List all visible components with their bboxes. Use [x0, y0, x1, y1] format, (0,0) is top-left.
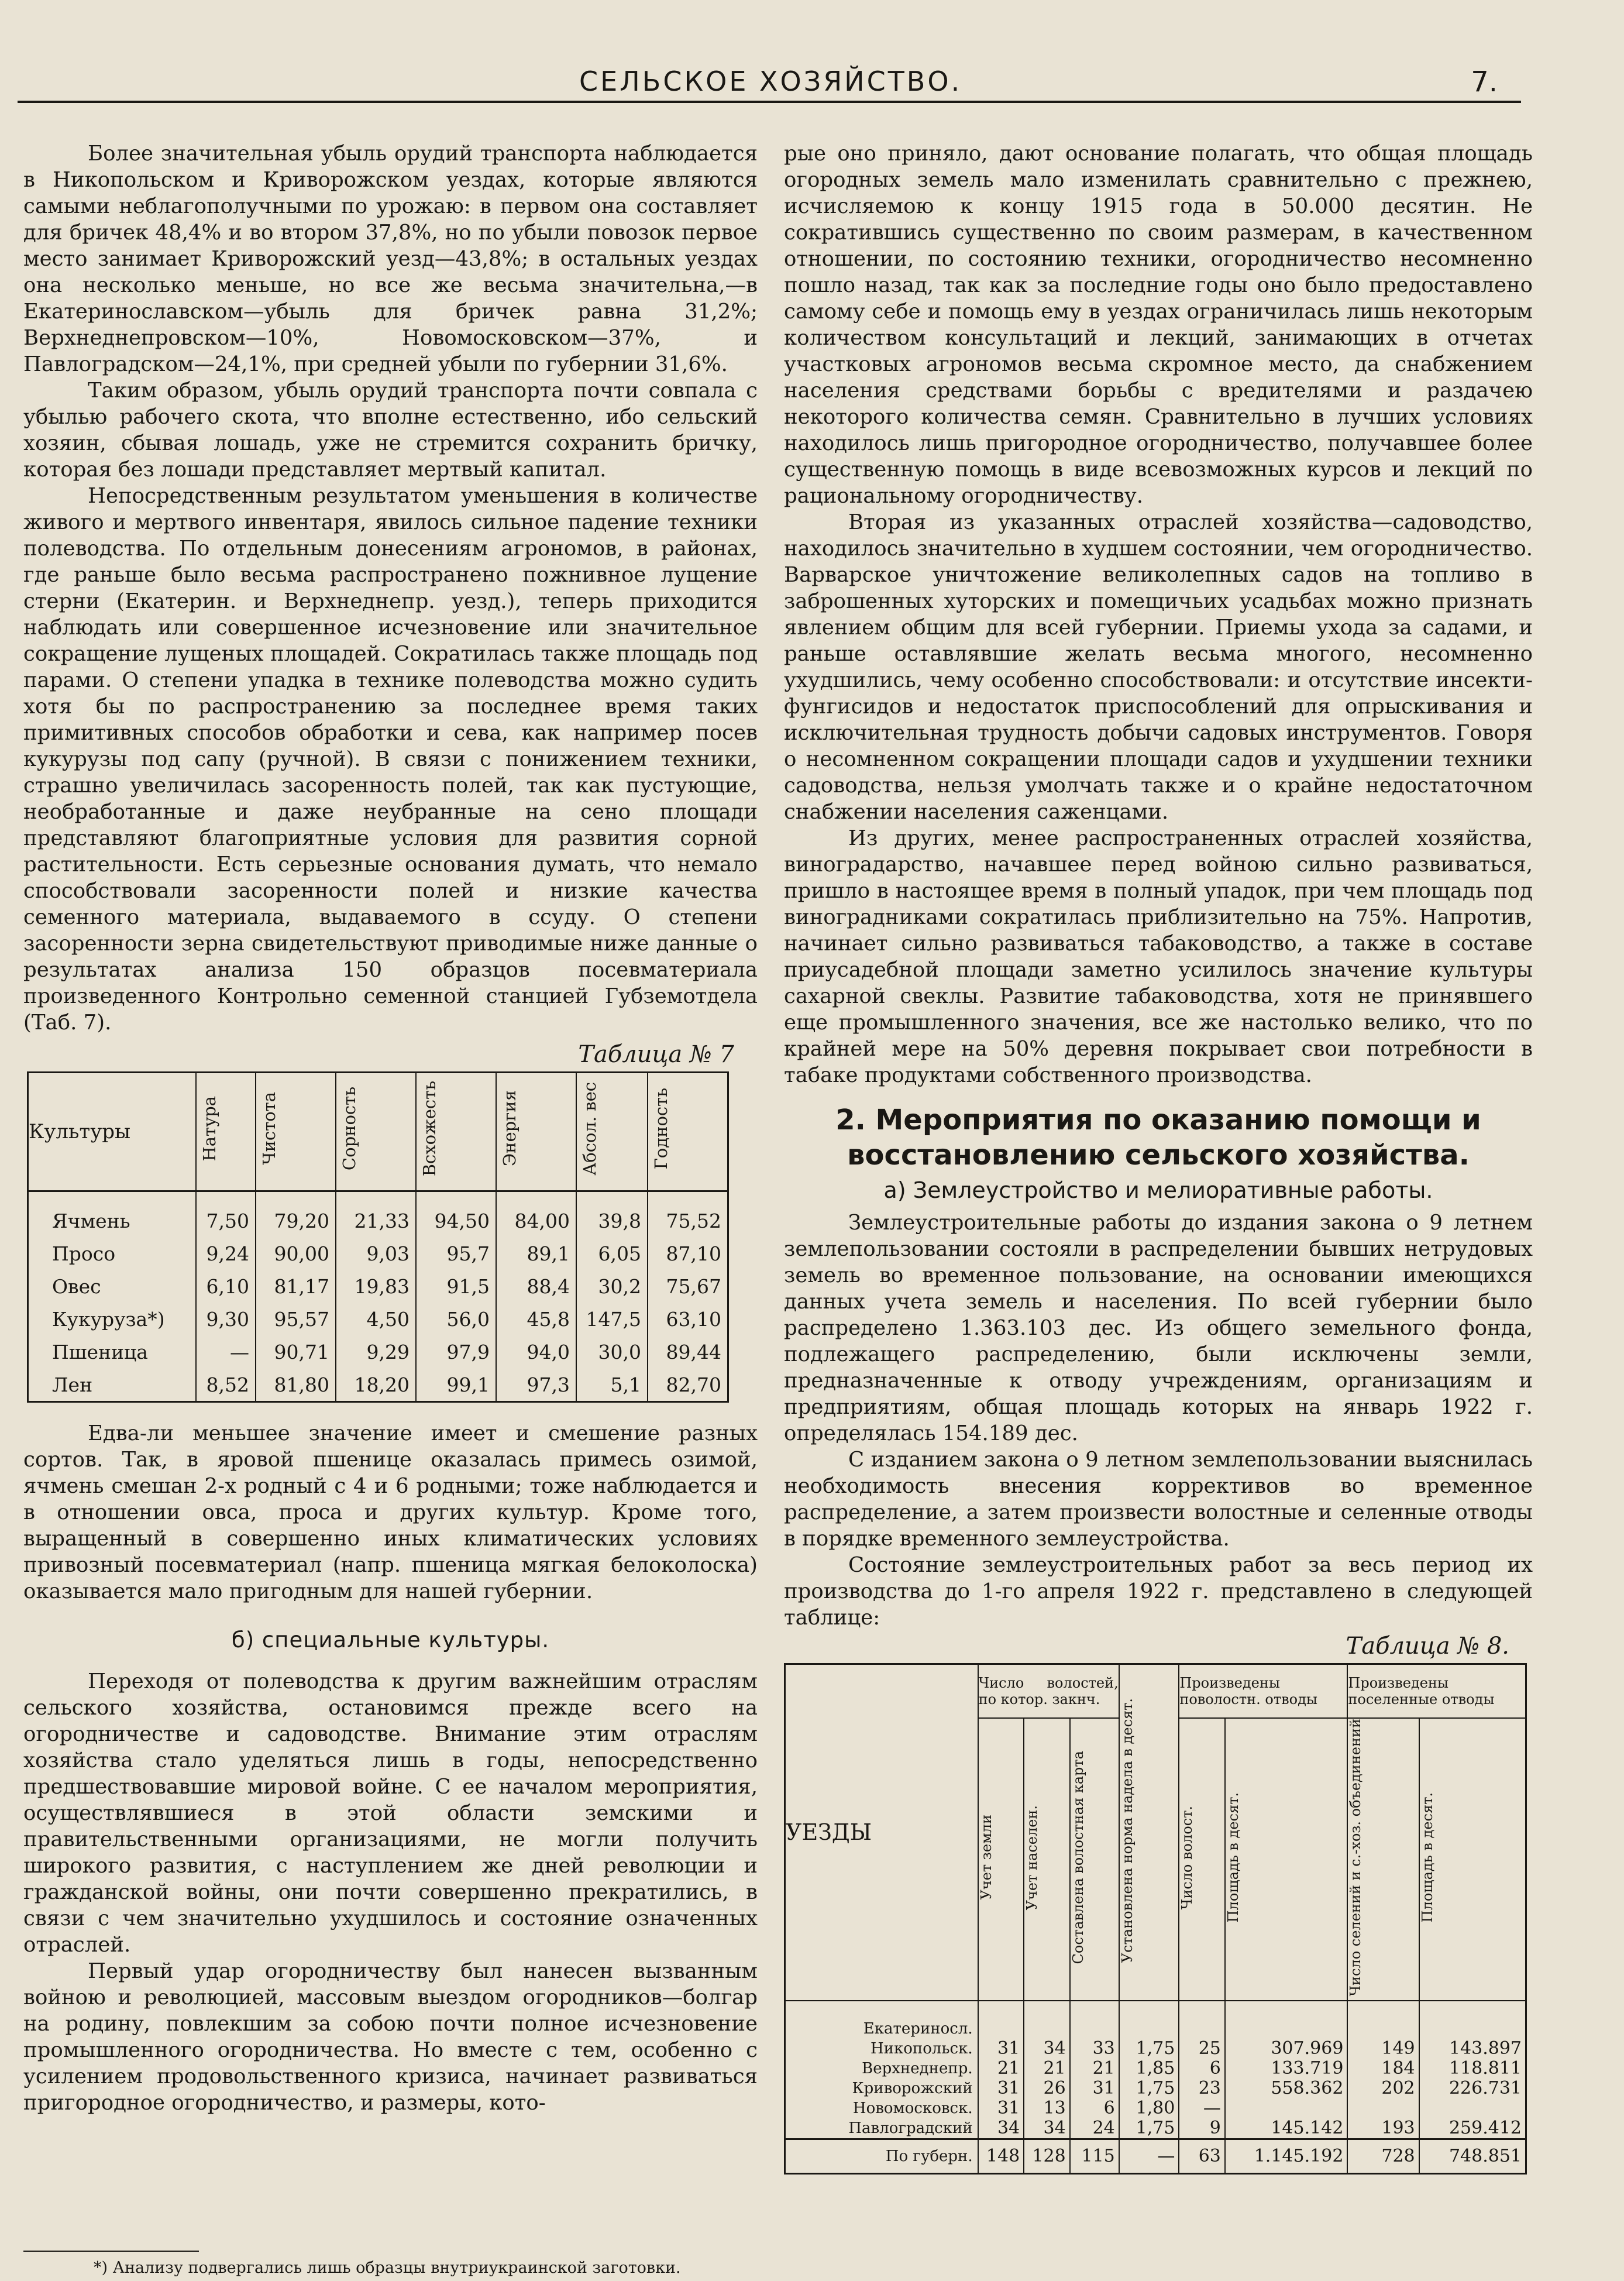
table-cell: 34	[1024, 2118, 1070, 2139]
table-cell: 13	[1024, 2098, 1070, 2118]
table-cell: 145.142	[1225, 2118, 1348, 2139]
header-cell: Учет земли	[978, 1815, 995, 1901]
table-cell: 89,44	[648, 1335, 728, 1368]
table-cell: 75,67	[648, 1270, 728, 1303]
left-column	[23, 140, 758, 2116]
header-cell: Число селений и с.-хоз. объединений	[1347, 1719, 1364, 1997]
subheading-land-management: а) Землеустройство и мелиоративные работы.	[883, 1177, 1433, 1203]
table-cell: 6,10	[196, 1270, 256, 1303]
table-cell: 26	[1024, 2079, 1070, 2098]
table-cell: 728	[1347, 2139, 1419, 2173]
table-cell: 259.412	[1419, 2118, 1526, 2139]
table-row	[28, 1368, 728, 1402]
table-cell: 24	[1070, 2118, 1119, 2139]
table-cell: 89,1	[496, 1237, 576, 1270]
table-cell: Кукуруза*)	[52, 1307, 165, 1331]
table-cell: 9	[1179, 2118, 1225, 2139]
paragraph: Первый удар огородничеству был нанесен вызванным войною и революцией, массовым выездом огородников—болгар на родину, повлекшим за собою почти полное исчезновение промышленного огородничества. Но вместе с тем, особенно с усилением продовольственного кризиса, начинает развиваться пригородное огородничество, и размеры, кото-	[23, 1959, 758, 2115]
table-cell: 1.145.192	[1225, 2139, 1348, 2173]
header-cell: Натура	[199, 1095, 219, 1162]
table-cell: 81,17	[256, 1270, 336, 1303]
right-column	[784, 140, 1533, 2174]
header-group: Число волостей, по котор. закнч.	[978, 1664, 1119, 1719]
table-row	[28, 1191, 728, 1238]
table-cell	[1024, 2001, 1070, 2039]
table-cell: Лен	[52, 1373, 93, 1396]
table-cell: 21	[1070, 2059, 1119, 2079]
table-cell: 99,1	[416, 1368, 496, 1402]
header-cell: Площадь в десят.	[1419, 1792, 1436, 1923]
table-cell: 30,0	[576, 1335, 648, 1368]
table-cell	[1179, 2001, 1225, 2039]
subheading-special-crops: б) специальные культуры.	[231, 1627, 550, 1653]
table-cell: 31	[978, 2039, 1024, 2059]
table-cell: 307.969	[1225, 2039, 1348, 2059]
table-cell: 25	[1179, 2039, 1225, 2059]
table-cell: 39,8	[576, 1191, 648, 1238]
table-cell: 1,75	[1119, 2118, 1179, 2139]
paragraph: Землеустроительные работы до издания закона о 9 летнем землепользовании состояли в распределении бывших нетрудовых земель во временное пользование, на основании имеющихся данных учета земель и населения. По всей губернии было распределено 1.363.103 дес. Из общего земельного фонда, подлежащего распределению, были исключены земли, предназначенные к отводу учреждениям, организациям и предприятиям, общая площадь которых на январь 1922 г. определялась 154.189 дес.	[784, 1211, 1533, 1445]
table-cell	[1225, 2001, 1348, 2039]
table-cell: —	[1119, 2139, 1179, 2173]
table-cell: 84,00	[496, 1191, 576, 1238]
table-cell: По губерн.	[785, 2139, 978, 2173]
table-cell: 7,50	[196, 1191, 256, 1238]
table-cell: 8,52	[196, 1368, 256, 1402]
header-cell: Годность	[651, 1087, 671, 1170]
table-total-row	[785, 2139, 1526, 2173]
paragraph: Переходя от полеводства к другим важнейшим отраслям сельского хозяйства, остановимся прежде всего на огородничестве и садоводстве. Внимание этим отраслям хозяйства стало уделяться лишь в годы, непосредственно предшествовавшие мировой войне. С ее началом мероприятия, осуществлявшиеся в этой области земскими и правительственными организациями, не могли получить широкого развития, с наступлением же дней революции и гражданской войны, они почти совершенно прекратились, в связи с чем значительно ухудшилось и состояние означенных отраслей.	[23, 1669, 758, 1957]
table-cell: 19,83	[336, 1270, 416, 1303]
table-7-caption: Таблица № 7	[578, 1041, 734, 1068]
table-cell: Верхнеднепр.	[862, 2059, 973, 2077]
table-cell: 63,10	[648, 1303, 728, 1335]
header-cell: Энергия	[500, 1090, 519, 1167]
table-cell: Пшеница	[52, 1340, 148, 1363]
table-cell: 95,7	[416, 1237, 496, 1270]
table-cell: 9,30	[196, 1303, 256, 1335]
paragraph: Таким образом, убыль орудий транспорта почти совпала с убылью рабочего скота, что вполне естественно, ибо сельский хозяин, сбывая лошадь, уже не стремится сохранить бричку, которая без лошади представляет мертвый капитал.	[23, 379, 758, 482]
table-cell	[1419, 2098, 1526, 2118]
table-cell: 558.362	[1225, 2079, 1348, 2098]
paragraph: Более значительная убыль орудий транспорта наблюдается в Никопольском и Криворожском уездах, которые являются самыми неблагополучными по урожаю: в первом она составляет для бричек 48,4% и во втором 37,8%, но по убыли повозок первое место занимает Криворожский уезд—43,8%; в остальных уездах она несколько меньше, но все же весьма значительна,—в Екатеринославском—убыль для бричек равна 31,2%; Верхнеднепровском—10%, Новомосковском—37%, и Павлоградском—24,1%, при средней убыли по губернии 31,6%.	[23, 142, 758, 376]
table-cell: 9,03	[336, 1237, 416, 1270]
table-cell: 149	[1347, 2039, 1419, 2059]
table-cell	[1347, 2001, 1419, 2039]
table-cell: Криворожский	[852, 2079, 973, 2097]
table-cell: 115	[1070, 2139, 1119, 2173]
paragraph: Вторая из указанных отраслей хозяйства—садоводство, находилось значительно в худшем состоянии, чем огородничество. Варварское уничтожение великолепных садов на топливо в заброшенных хуторских и помещичьих усадьбах можно признать явлением общим для всей губернии. Приемы ухода за садами, и раньше оставлявшие желать весьма многого, несомненно ухудшились, чему особенно способствовали: и отсутствие инсекти-фунгисидов и недостаток приспособлений для опрыскивания и исключительная трудность добычи садовых инструментов. Говоря о несомненном сокращении площади садов и ухудшении техники садоводства, нельзя умолчать также и о крайне недостаточном снабжении населения саженцами.	[784, 510, 1533, 824]
header-cell: Составлена волостная карта	[1069, 1751, 1086, 1964]
table-cell	[1225, 2098, 1348, 2118]
running-title: СЕЛЬСКОЕ ХОЗЯЙСТВО.	[579, 66, 962, 97]
table-cell	[1070, 2001, 1119, 2039]
table-cell: Екатериносл.	[863, 2019, 973, 2038]
table-cell: 82,70	[648, 1368, 728, 1402]
table-cell: 97,3	[496, 1368, 576, 1402]
table-cell: 193	[1347, 2118, 1419, 2139]
table-cell: Новомосковск.	[852, 2099, 973, 2117]
table-row	[785, 2001, 1526, 2039]
table-cell: 21,33	[336, 1191, 416, 1238]
table-row	[28, 1335, 728, 1368]
header-cell: Чистота	[259, 1092, 279, 1165]
table-cell: 748.851	[1419, 2139, 1526, 2173]
paragraph: Из других, менее распространенных отраслей хозяйства, виноградарство, начавшее перед войною сильно развиваться, пришло в настоящее время в полный упадок, при чем площадь под виноградниками сократилась приблизительно на 75%. Напротив, начинает сильно развиваться табаководство, а также в составе приусадебной площади заметно усилилось значение культуры сахарной свеклы. Развитие табаководства, хотя не принявшего еще промышленного значения, все же настолько велико, что по крайней мере на 50% деревня покрывает свои потребности в табаке продуктами собственного производства.	[784, 826, 1533, 1087]
table-cell: 95,57	[256, 1303, 336, 1335]
table-cell: 4,50	[336, 1303, 416, 1335]
header-cell: Абсол. вес	[580, 1081, 600, 1176]
header-cell: Сорность	[339, 1086, 359, 1171]
table-cell: 21	[978, 2059, 1024, 2079]
table-row	[28, 1270, 728, 1303]
table-cell: 9,29	[336, 1335, 416, 1368]
table-row	[28, 1303, 728, 1335]
section-heading: 2. Мероприятия по оказанию помощи и восстановлению сельского хозяйства.	[835, 1104, 1481, 1172]
table-cell: 18,20	[336, 1368, 416, 1402]
table-cell	[978, 2001, 1024, 2039]
table-cell: 30,2	[576, 1270, 648, 1303]
paragraph: рые оно приняло, дают основание полагать, что общая площадь огородных земель мало изменилать сравнительно с прежнею, исчисляемою к концу 1915 года в 50.000 десятин. Не сократившись существенно по своим размерам, в качественном отношении, по состоянию техники, огородничество несомненно пошло назад, так как за последние годы оно было предоставлено самому себе и помощь ему в уездах ограничилась лишь некоторым количеством консультаций и лекций, занимающих в отчетах участковых агрономов весьма скромное место, да снабжением населения средствами борьбы с вредителями и раздачею некоторого количества семян. Сравнительно в лучших условиях находилось лишь пригородное огородничество, получавшее более существенную помощь в виде всевозможных курсов и лекций по рациональному огородничеству.	[784, 142, 1533, 508]
footnote: *) Анализу подвергались лишь образцы внутриукраинской заготовки.	[94, 2259, 681, 2277]
table-cell: 23	[1179, 2079, 1225, 2098]
header-cell: Число волост.	[1179, 1805, 1196, 1909]
table-cell: 148	[978, 2139, 1024, 2173]
table-cell: 202	[1347, 2079, 1419, 2098]
table-cell: Ячмень	[52, 1209, 130, 1232]
table-cell: 94,0	[496, 1335, 576, 1368]
table-cell: 1,75	[1119, 2039, 1179, 2059]
table-cell: 34	[978, 2118, 1024, 2139]
table-cell: 6	[1070, 2098, 1119, 2118]
paragraph: Едва-ли меньшее значение имеет и смешение разных сортов. Так, в яровой пшенице оказалась примесь озимой, ячмень смешан 2-х родный с 4 и 6 родными; тоже наблюдается и в отношении овса, проса и других культур. Кроме того, выращенный в совершенно иных климатических условиях привозный посевматериал (напр. пшеница мягкая белоколоска) оказывается мало пригодным для нашей губернии.	[23, 1421, 758, 1603]
header-group: Произведены поселенные отводы	[1347, 1664, 1526, 1719]
table-cell: 9,24	[196, 1237, 256, 1270]
table-cell: Никопольск.	[870, 2039, 973, 2057]
table-cell: —	[1179, 2098, 1225, 2118]
table-cell: 81,80	[256, 1368, 336, 1402]
table-cell: 79,20	[256, 1191, 336, 1238]
header-cell: Учет населен.	[1024, 1805, 1041, 1910]
table-cell: 90,71	[256, 1335, 336, 1368]
table-row	[785, 2118, 1526, 2139]
table-cell: 34	[1024, 2039, 1070, 2059]
header-cell: Культуры	[28, 1073, 197, 1191]
table-cell: 56,0	[416, 1303, 496, 1335]
page-header	[18, 66, 1521, 103]
footnote-rule	[23, 2251, 199, 2252]
table-cell: 226.731	[1419, 2079, 1526, 2098]
table-7	[27, 1071, 729, 1403]
page-number: 7.	[1471, 66, 1498, 98]
table-cell: 33	[1070, 2039, 1119, 2059]
table-cell: 1,75	[1119, 2079, 1179, 2098]
table-cell: Просо	[52, 1242, 116, 1265]
table-row	[785, 2079, 1526, 2098]
table-cell	[1347, 2098, 1419, 2118]
table-cell: 133.719	[1225, 2059, 1348, 2079]
table-cell: 31	[978, 2079, 1024, 2098]
table-cell: 118.811	[1419, 2059, 1526, 2079]
table-row	[785, 2039, 1526, 2059]
table-cell: —	[196, 1335, 256, 1368]
table-cell: 21	[1024, 2059, 1070, 2079]
table-cell: 87,10	[648, 1237, 728, 1270]
table-cell: 1,80	[1119, 2098, 1179, 2118]
table-cell: 90,00	[256, 1237, 336, 1270]
header-cell: УЕЗДЫ	[785, 1664, 978, 2001]
table-8	[784, 1663, 1527, 2174]
table-cell: 31	[978, 2098, 1024, 2118]
table-cell: 75,52	[648, 1191, 728, 1238]
table-cell: 31	[1070, 2079, 1119, 2098]
table-cell: 147,5	[576, 1303, 648, 1335]
table-cell: 184	[1347, 2059, 1419, 2079]
header-cell: Установлена норма надела в десят.	[1119, 1698, 1136, 1963]
table-cell: 94,50	[416, 1191, 496, 1238]
table-cell: 6	[1179, 2059, 1225, 2079]
table-cell: 1,85	[1119, 2059, 1179, 2079]
header-group: Произведены поволостн. отводы	[1179, 1664, 1347, 1719]
table-cell: 143.897	[1419, 2039, 1526, 2059]
table-cell	[1119, 2001, 1179, 2039]
table-8-caption: Таблица № 8.	[1346, 1633, 1509, 1660]
table-cell: 5,1	[576, 1368, 648, 1402]
table-cell: 45,8	[496, 1303, 576, 1335]
table-cell: 63	[1179, 2139, 1225, 2173]
table-header-row	[785, 1664, 1526, 1719]
table-row	[785, 2059, 1526, 2079]
paragraph: Состояние землеустроительных работ за весь период их производства до 1-го апреля 1922 г. представлено в следующей таблице:	[784, 1553, 1533, 1630]
table-cell: Павлоградский	[848, 2119, 973, 2137]
paragraph: С изданием закона о 9 летном землепользовании выяснилась необходимость внесения коррективов во временное распределение, а затем произвести волостные и селенные отводы в порядке временного землеустройства.	[784, 1448, 1533, 1551]
header-cell: Всхожесть	[419, 1080, 439, 1177]
table-cell: 88,4	[496, 1270, 576, 1303]
header-cell: Площадь в десят.	[1224, 1792, 1241, 1923]
paragraph: Непосредственным результатом уменьшения в количестве живого и мертвого инвентаря, явилось сильное падение техники полеводства. По отдельным донесениям агрономов, в районах, где раньше было весьма распространено пожнивное лущение стерни (Екатерин. и Верхнеднепр. уезд.), теперь приходится наблюдать или совершенное исчезновение или значительное сокращение лущеных площадей. Сократилась также площадь под парами. О степени упадка в технике полеводства можно судить хотя бы по распространению за последнее время таких примитивных способов обработки и сева, как например посев кукурузы под сапу (ручной). В связи с понижением техники, страшно увеличилась засоренность полей, так как пустующие, необработанные и даже неубранные на сено площади представляют благоприятные условия для развития сорной растительности. Есть серьезные основания думать, что немало способствовали засоренности полей и низкие качества семенного материала, выдаваемого в ссуду. О степени засоренности зерна свидетельствуют приводимые ниже данные о результатах анализа 150 образцов посевматериала произведенного Контрольно семенной станцией Губземотдела (Таб. 7).	[23, 484, 758, 1035]
table-cell: Овес	[52, 1275, 101, 1298]
table-cell: 6,05	[576, 1237, 648, 1270]
table-cell: 91,5	[416, 1270, 496, 1303]
table-header-row	[28, 1073, 728, 1191]
table-cell: 128	[1024, 2139, 1070, 2173]
table-row	[28, 1237, 728, 1270]
table-cell	[1419, 2001, 1526, 2039]
table-cell: 97,9	[416, 1335, 496, 1368]
table-row	[785, 2098, 1526, 2118]
